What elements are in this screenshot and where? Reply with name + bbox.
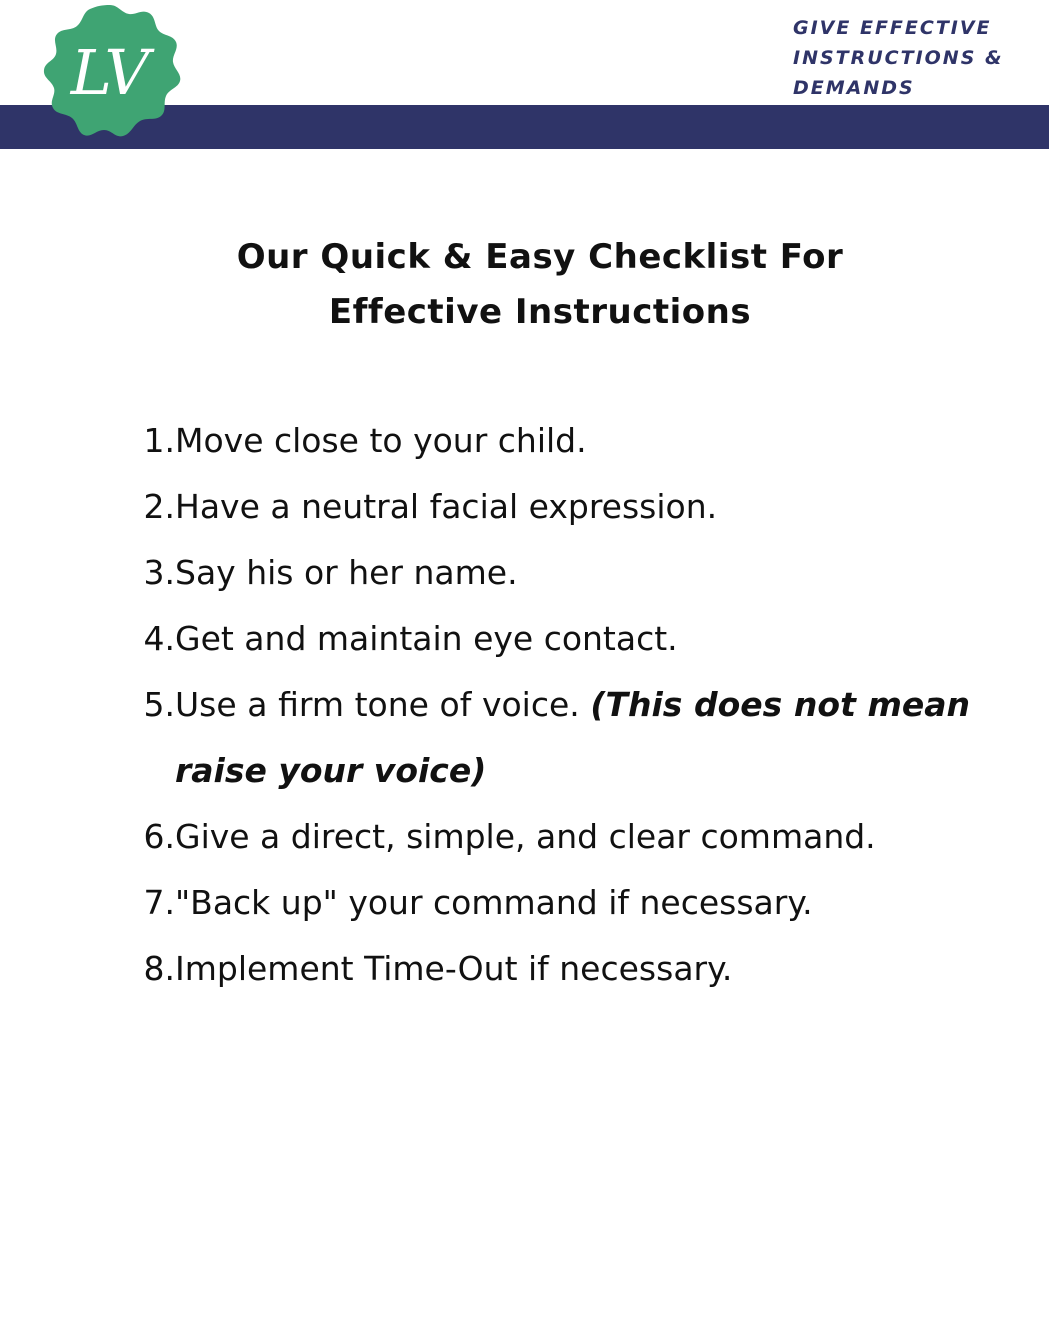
page-title-line-2: Effective Instructions [328,292,752,332]
item-number: 7. [143,883,175,922]
checklist-item-1 [0,408,1049,474]
item-text: Say his or her name. [175,553,518,592]
header-tag-line-2: INSTRUCTIONS & [793,47,1004,69]
item-number: 8. [143,949,175,988]
item-text: "Back up" your command if necessary. [175,883,813,922]
header-tag-line-1: GIVE EFFECTIVE [793,17,992,39]
item-number: 3. [143,553,175,592]
checklist-item-2 [0,474,1049,540]
item-text: Move close to your child. [175,421,587,460]
item-text: Get and maintain eye contact. [175,619,678,658]
item-number: 4. [143,619,175,658]
checklist-item-4 [0,606,1049,672]
page-title [150,230,930,340]
logo-text: LV [70,36,150,109]
checklist [0,408,1049,1002]
item-emphasis: (This does not mean raise your voice) [175,685,970,790]
item-text: Have a neutral facial expression. [175,487,718,526]
item-number: 5. [143,685,175,724]
logo [36,2,184,142]
checklist-item-8 [0,936,1049,1002]
checklist-item-7 [0,870,1049,936]
item-number: 1. [143,421,175,460]
checklist-item-3 [0,540,1049,606]
item-text: Use a firm tone of voice. [175,685,591,724]
checklist-item-5 [0,672,1049,804]
header-tag [793,13,1033,103]
item-text: Give a direct, simple, and clear command. [175,817,876,856]
item-text: Implement Time-Out if necessary. [175,949,733,988]
page-title-line-1: Our Quick & Easy Checklist For [236,237,844,277]
item-number: 6. [143,817,175,856]
item-text-wrapper [175,672,970,804]
header-tag-line-3: DEMANDS [793,77,915,99]
item-number: 2. [143,487,175,526]
checklist-item-6 [0,804,1049,870]
